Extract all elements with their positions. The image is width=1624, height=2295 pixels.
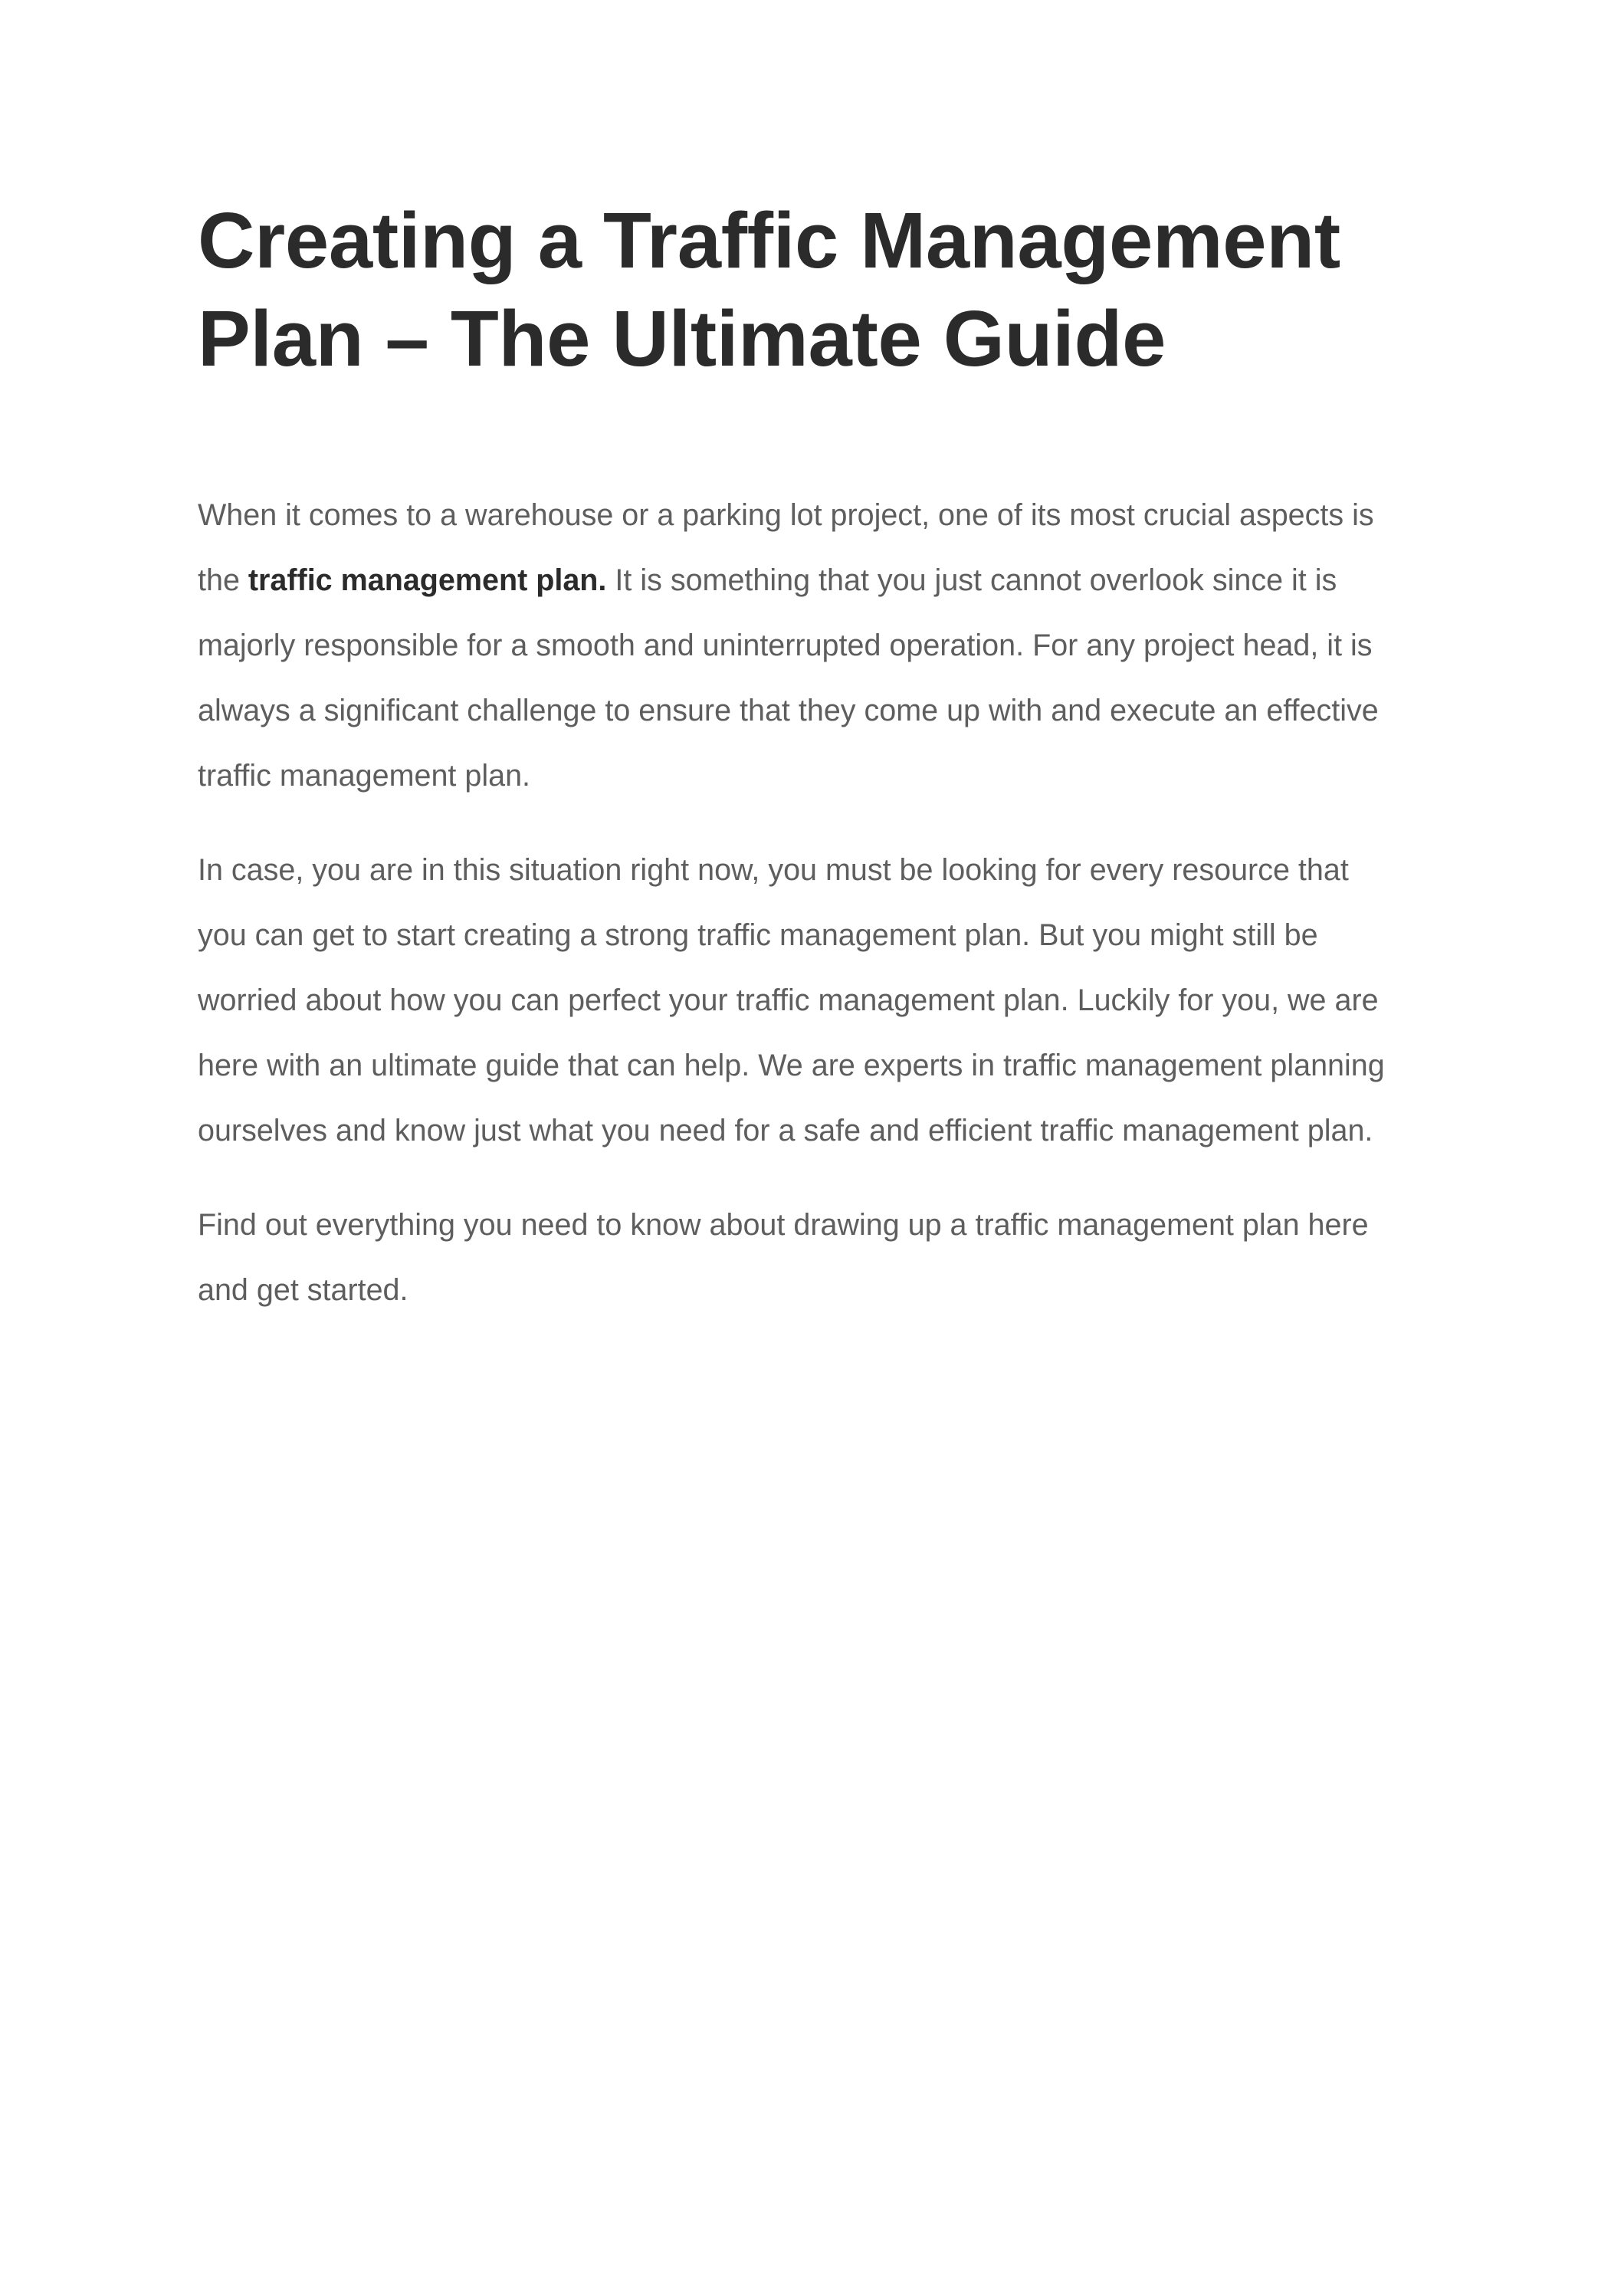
bold-phrase-traffic-management-plan: traffic management plan. xyxy=(248,563,607,597)
paragraph-2-line-2: you can get to start creating a strong traffic management plan. But you might still be xyxy=(198,918,1318,952)
paragraph-1-line-3: majorly responsible for a smooth and uninterrupted operation. For any project head, it is xyxy=(198,629,1373,662)
paragraph-2-line-1: In case, you are in this situation right now, you must be looking for every resource that xyxy=(198,853,1349,887)
paragraph-1-line-5: traffic management plan. xyxy=(198,759,531,793)
paragraph-2 xyxy=(198,838,1455,1164)
paragraph-2-line-5: ourselves and know just what you need for a safe and efficient traffic management plan. xyxy=(198,1114,1373,1148)
page-title xyxy=(198,192,1455,388)
title-line-1: Creating a Traffic Management xyxy=(198,196,1340,284)
paragraph-3 xyxy=(198,1193,1455,1323)
paragraph-1-line-2-prefix: the xyxy=(198,563,248,597)
document-page xyxy=(198,192,1455,1352)
paragraph-1-line-4: always a significant challenge to ensure that they come up with and execute an effective xyxy=(198,694,1379,727)
paragraph-2-line-4: here with an ultimate guide that can help. We are experts in traffic management planning xyxy=(198,1049,1385,1082)
paragraph-1 xyxy=(198,483,1455,809)
paragraph-3-line-1: Find out everything you need to know about drawing up a traffic management plan here xyxy=(198,1208,1369,1242)
paragraph-2-line-3: worried about how you can perfect your traffic management plan. Luckily for you, we are xyxy=(198,983,1379,1017)
paragraph-3-line-2: and get started. xyxy=(198,1273,408,1307)
title-line-2: Plan – The Ultimate Guide xyxy=(198,294,1166,382)
article-body xyxy=(198,483,1455,1323)
paragraph-1-line-2-suffix: It is something that you just cannot overlook since it is xyxy=(606,563,1337,597)
paragraph-1-line-1: When it comes to a warehouse or a parking lot project, one of its most crucial aspects is xyxy=(198,498,1374,532)
paragraph-1-line-2 xyxy=(198,548,1455,613)
